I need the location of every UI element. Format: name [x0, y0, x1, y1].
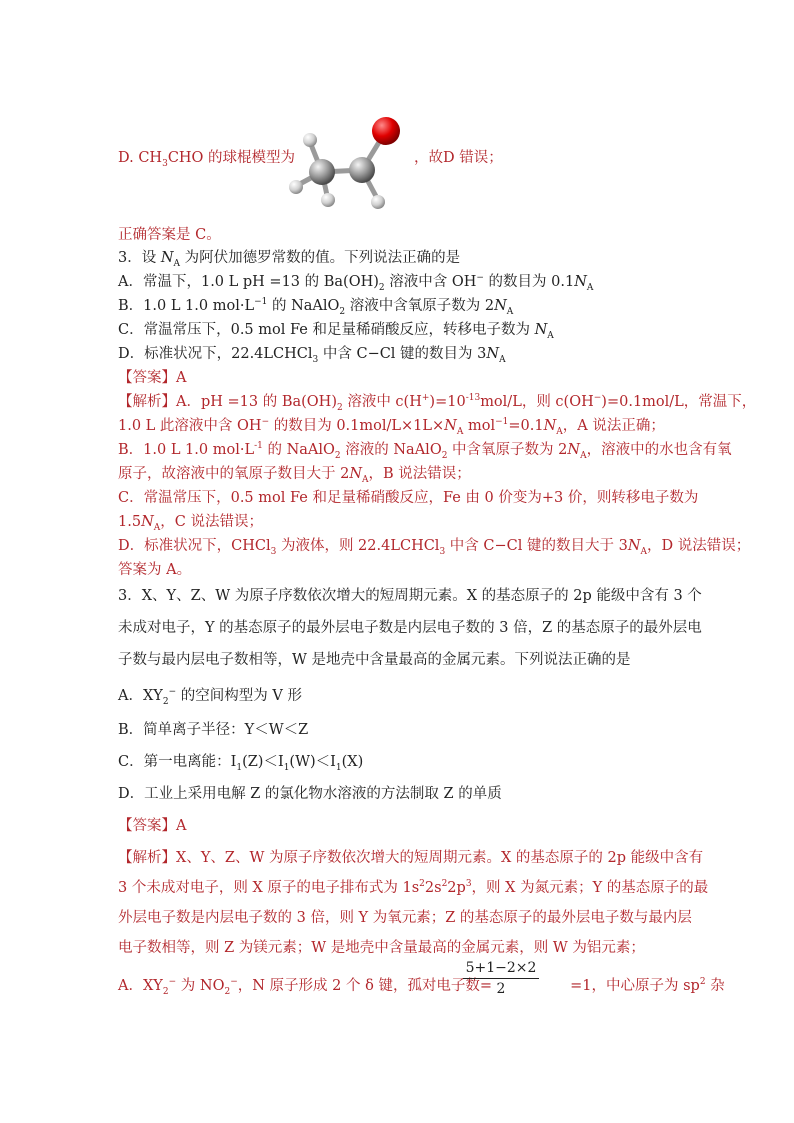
explanation-line: D．标准状况下，CHCl$_3$ 为液体，则 22.4LCHCl$_3$ 中含 C−Cl 键的数目大于 $3N_A$，D 说法错误； — [118, 538, 751, 557]
option-a: A．$XY_2^-$ 的空间构型为 V 形 — [118, 687, 302, 707]
hydrogen-atom — [371, 195, 385, 209]
explanation-line: 【解析】X、Y、Z、W 为原子序数依次增大的短周期元素。X 的基态原子的 2p 能级中含有 — [118, 850, 704, 866]
option-a: A．常温下，1.0 L pH =13 的 $Ba(OH)_2$ 溶液中含 OH− 的数目为 $0.1N_A$ — [118, 273, 594, 293]
option-d: D．标准状况下，22.4LCHCl$_3$ 中含 C−Cl 键的数目为 $3N_A$ — [118, 346, 506, 365]
option-c: C．常温常压下，0.5 mol Fe 和足量稀硝酸反应，转移电子数为 $N_A$ — [118, 322, 554, 341]
question-stem: 未成对电子，Y 的基态原子的最外层电子数是内层电子数的 3 倍，Z 的基态原子的最外层电 — [118, 620, 702, 636]
answer-label: 【答案】A — [118, 370, 187, 386]
explanation-line: 答案为 A。 — [118, 562, 192, 578]
explanation-line: 1.0 L 此溶液中含 OH− 的数目为 $0.1mol/L\times 1L\times N_A$ $mol^{-1}=0.1N_A$，A 说法正确； — [118, 417, 665, 437]
explanation-line: 外层电子数是内层电子数的 3 倍，则 Y 为氧元素；Z 的基态原子的最外层电子数与最内层 — [118, 910, 692, 926]
lone-pair-fraction — [463, 960, 539, 997]
carbon-atom — [349, 157, 375, 183]
fraction-denominator: 2 — [496, 981, 506, 997]
explanation-line: A．$XY_2^-$ 为 $NO_2^-$，N 原子形成 2 个 δ 键，孤对电子数= =1，中心原子为 $sp^2$ 杂 — [118, 977, 725, 997]
question-stem: 3．X、Y、Z、W 为原子序数依次增大的短周期元素。X 的基态原子的 2p 能级中含有 3 个 — [118, 588, 702, 604]
explanation-line: 3 个未成对电子，则 X 原子的电子排布式为 $1s^22s^22p^3$，则 X 为氮元素；Y 的基态原子的最 — [118, 879, 709, 896]
option-b: B．1.0 L 1.0 $mol\cdot L^{-1}$ 的 NaAlO$_2$ 溶液中含氧原子数为 $2N_A$ — [118, 297, 514, 317]
hydrogen-atom — [289, 180, 303, 194]
explanation-line: B．1.0 L 1.0 $mol\cdot L^{-1}$ 的 NaAlO$_2$ 溶液的 NaAlO$_2$ 中含氧原子数为 $2N_A$，溶液中的水也含有氧 — [118, 441, 732, 461]
carbon-atom — [309, 159, 335, 185]
explanation-line: C．常温常压下，0.5 mol Fe 和足量稀硝酸反应，Fe 由 0 价变为+3 价，则转移电子数为 — [118, 490, 699, 506]
option-c: C．第一电离能：$I_1(Z)<I_1(W)<I_1(X)$ — [118, 754, 364, 773]
explanation-line: $1.5N_A$，C 说法错误； — [118, 514, 263, 533]
explanation-line: 【解析】A．pH =13 的 $Ba(OH)_2$ 溶液中 $c(H^+)=10^{-13}mol/L$，则 c(OH−)=0.1mol/L，常温下， — [118, 393, 757, 413]
hydrogen-atom — [321, 193, 335, 207]
correct-answer: 正确答案是 C。 — [118, 227, 221, 243]
question-stem: 3．设 $N_A$ 为阿伏加德罗常数的值。下列说法正确的是 — [118, 250, 461, 269]
option-d: D．工业上采用电解 Z 的氯化物水溶液的方法制取 Z 的单质 — [118, 786, 502, 802]
explanation-line: 电子数相等，则 Z 为镁元素；W 是地壳中含量最高的金属元素，则 W 为铝元素； — [118, 940, 645, 956]
hydrogen-atom — [303, 133, 317, 147]
acetaldehyde-ball-stick-model — [282, 112, 412, 224]
explanation-line: 原子，故溶液中的氧原子数目大于 $2N_A$，B 说法错误； — [118, 466, 471, 485]
oxygen-atom — [372, 117, 400, 145]
question-stem: 子数与最内层电子数相等，W 是地壳中含量最高的金属元素。下列说法正确的是 — [118, 652, 631, 668]
option-d-line: D. $CH_3CHO$ 的球棍模型为 — [118, 150, 296, 169]
option-d-suffix: ，故D 错误； — [414, 150, 503, 166]
option-b: B．简单离子半径：Y＜W＜Z — [118, 722, 309, 738]
answer-label: 【答案】A — [118, 818, 187, 834]
fraction-numerator: 5+1−2×2 — [463, 960, 539, 979]
